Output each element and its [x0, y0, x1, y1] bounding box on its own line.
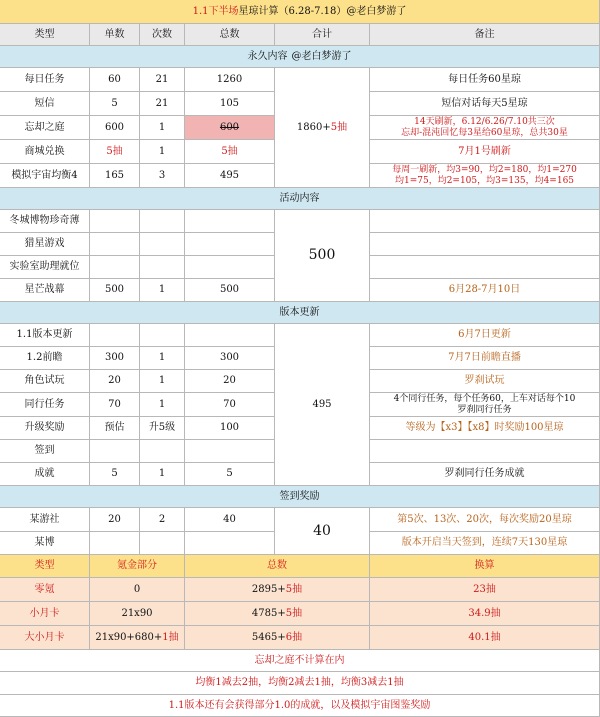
table-cell-note — [370, 256, 600, 279]
section-version: 版本更新 — [0, 302, 600, 324]
sum-pulls: 5抽 — [330, 121, 348, 133]
table-cell-type: 每日任务 — [0, 68, 90, 92]
section-sum-version: 495 — [275, 324, 370, 486]
table-cell-note: 第5次、13次、20次，每次奖励20星琼 — [370, 508, 600, 532]
table-cell-unit — [90, 324, 140, 347]
footnote: 均衡1减去2抽，均衡2减去1抽，均衡3减去1抽 — [0, 672, 600, 695]
table-cell-unit: 5 — [90, 463, 140, 486]
col-header-times: 次数 — [140, 24, 185, 46]
summary-cell-paid: 21x90 — [90, 602, 185, 626]
table-cell-unit: 600 — [90, 116, 140, 140]
table-cell-note: 7月1号刷新 — [370, 140, 600, 164]
table-cell-type: 1.1版本更新 — [0, 324, 90, 347]
table-cell-note: 罗刹试玩 — [370, 370, 600, 393]
table-cell-total — [185, 210, 275, 233]
summary-cell-conv: 23抽 — [370, 578, 600, 602]
table-cell-times — [140, 440, 185, 463]
table-cell-times — [140, 256, 185, 279]
footnote: 忘却之庭不计算在内 — [0, 650, 600, 672]
table-cell-total-excluded: 600 — [185, 116, 275, 140]
table-cell-type: 模拟宇宙均衡4 — [0, 164, 90, 188]
summary-header-conv: 换算 — [370, 555, 600, 578]
section-permanent-author: @老白梦游了 — [291, 50, 352, 62]
section-sum-checkin: 40 — [275, 508, 370, 555]
summary-cell-total — [185, 578, 370, 602]
table-cell-type: 实验室助理就位 — [0, 256, 90, 279]
table-cell-note — [370, 233, 600, 256]
col-header-unit: 单数 — [90, 24, 140, 46]
table-cell-total: 300 — [185, 347, 275, 370]
section-checkin: 签到奖励 — [0, 486, 600, 508]
table-cell-total: 20 — [185, 370, 275, 393]
title-author: @老白梦游了 — [346, 5, 407, 17]
summary-paid-pulls: 1抽 — [162, 631, 179, 643]
table-cell-times — [140, 210, 185, 233]
table-cell-times: 1 — [140, 393, 185, 417]
section-sum-permanent — [275, 68, 370, 188]
summary-cell-conv: 34.9抽 — [370, 602, 600, 626]
summary-cell-type: 大小月卡 — [0, 626, 90, 650]
sum-base: 1860+ — [296, 121, 331, 133]
table-cell-note: 6月28-7月10日 — [370, 279, 600, 302]
summary-total-pulls: 5抽 — [285, 583, 303, 595]
summary-total-pulls: 6抽 — [285, 631, 303, 643]
table-cell-type: 星芒战幕 — [0, 279, 90, 302]
table-cell-unit: 500 — [90, 279, 140, 302]
table-cell-unit: 70 — [90, 393, 140, 417]
table-cell-type: 忘却之庭 — [0, 116, 90, 140]
table-cell-note: 等级为【x3】【x8】时奖励100星琼 — [370, 417, 600, 440]
title-prefix: 1.1下半场 — [192, 5, 239, 17]
table-cell-unit: 5 — [90, 92, 140, 116]
table-cell-times — [140, 324, 185, 347]
col-header-sum: 合计 — [275, 24, 370, 46]
table-cell-total: 500 — [185, 279, 275, 302]
table-cell-times: 1 — [140, 463, 185, 486]
table-cell-total — [185, 233, 275, 256]
section-sum-event: 500 — [275, 210, 370, 302]
table-cell-note: 罗刹同行任务成就 — [370, 463, 600, 486]
table-cell-unit: 预估 — [90, 417, 140, 440]
summary-total-base: 5465+ — [251, 631, 286, 643]
summary-cell-paid — [90, 626, 185, 650]
table-cell-note: 版本开启当天签到，连续7天130星琼 — [370, 532, 600, 555]
table-cell-type: 商城兑换 — [0, 140, 90, 164]
table-cell-note: 每周一刷新，均3=90，均2=180，均1=270 均1=75，均2=105，均3=135，均4=165 — [370, 164, 600, 188]
table-cell-times — [140, 532, 185, 555]
table-cell-unit: 20 — [90, 508, 140, 532]
table-cell-total — [185, 324, 275, 347]
table-cell-note: 4个同行任务，每个任务60，上车对话每个10 罗刹同行任务 — [370, 393, 600, 417]
table-cell-times: 1 — [140, 140, 185, 164]
table-cell-note: 短信对话每天5星琼 — [370, 92, 600, 116]
table-cell-note: 6月7日更新 — [370, 324, 600, 347]
table-cell-total: 70 — [185, 393, 275, 417]
table-cell-type: 冬城博物珍奇薄 — [0, 210, 90, 233]
table-cell-times: 1 — [140, 347, 185, 370]
col-header-note: 备注 — [370, 24, 600, 46]
summary-cell-total — [185, 602, 370, 626]
table-cell-times: 2 — [140, 508, 185, 532]
table-cell-note: 14天刷新，6.12/6.26/7.10共三次 忘却-混沌回忆每3星给60星琼，总共30星 — [370, 116, 600, 140]
table-cell-unit: 300 — [90, 347, 140, 370]
table-cell-unit: 165 — [90, 164, 140, 188]
table-cell-unit: 5抽 — [90, 140, 140, 164]
table-cell-times: 3 — [140, 164, 185, 188]
table-cell-type: 同行任务 — [0, 393, 90, 417]
table-cell-type: 角色试玩 — [0, 370, 90, 393]
footnote: 1.1版本还有会获得部分1.0的成就，以及模拟宇宙图鉴奖励 — [0, 695, 600, 717]
summary-total-pulls: 5抽 — [285, 607, 303, 619]
table-cell-times: 1 — [140, 279, 185, 302]
table-cell-times: 升5级 — [140, 417, 185, 440]
table-cell-total: 105 — [185, 92, 275, 116]
table-cell-type: 短信 — [0, 92, 90, 116]
table-cell-type: 升级奖励 — [0, 417, 90, 440]
table-cell-total: 100 — [185, 417, 275, 440]
table-cell-times: 21 — [140, 68, 185, 92]
summary-total-base: 4785+ — [251, 607, 286, 619]
sheet-title — [0, 0, 600, 24]
table-cell-total: 5抽 — [185, 140, 275, 164]
table-cell-unit — [90, 440, 140, 463]
col-header-type: 类型 — [0, 24, 90, 46]
table-cell-unit — [90, 256, 140, 279]
table-cell-unit — [90, 233, 140, 256]
table-cell-total — [185, 440, 275, 463]
table-cell-note: 7月7日前瞻直播 — [370, 347, 600, 370]
summary-cell-total — [185, 626, 370, 650]
table-cell-unit: 20 — [90, 370, 140, 393]
section-permanent-label: 永久内容 — [247, 50, 288, 62]
table-cell-total — [185, 256, 275, 279]
table-cell-total: 495 — [185, 164, 275, 188]
table-cell-unit — [90, 532, 140, 555]
table-cell-total: 1260 — [185, 68, 275, 92]
table-cell-unit — [90, 210, 140, 233]
table-cell-type: 1.2前瞻 — [0, 347, 90, 370]
table-cell-note: 每日任务60星琼 — [370, 68, 600, 92]
table-cell-total: 40 — [185, 508, 275, 532]
table-cell-type: 签到 — [0, 440, 90, 463]
table-cell-total: 5 — [185, 463, 275, 486]
table-cell-type: 某游社 — [0, 508, 90, 532]
summary-paid-base: 21x90+680+ — [95, 631, 163, 643]
summary-cell-paid: 0 — [90, 578, 185, 602]
summary-header-total: 总数 — [185, 555, 370, 578]
table-cell-type: 成就 — [0, 463, 90, 486]
table-cell-type: 猎星游戏 — [0, 233, 90, 256]
section-permanent — [0, 46, 600, 68]
table-cell-note — [370, 440, 600, 463]
summary-header-paid: 氪金部分 — [90, 555, 185, 578]
table-cell-times — [140, 233, 185, 256]
col-header-total: 总数 — [185, 24, 275, 46]
table-cell-type: 某博 — [0, 532, 90, 555]
table-cell-times: 21 — [140, 92, 185, 116]
summary-cell-type: 小月卡 — [0, 602, 90, 626]
summary-cell-type: 零氪 — [0, 578, 90, 602]
table-cell-unit: 60 — [90, 68, 140, 92]
summary-total-base: 2895+ — [251, 583, 286, 595]
title-main: 星琼计算（6.28-7.18） — [238, 5, 347, 17]
summary-cell-conv: 40.1抽 — [370, 626, 600, 650]
table-cell-times: 1 — [140, 370, 185, 393]
table-cell-times: 1 — [140, 116, 185, 140]
table-cell-total — [185, 532, 275, 555]
table-cell-note — [370, 210, 600, 233]
section-event: 活动内容 — [0, 188, 600, 210]
summary-header-type: 类型 — [0, 555, 90, 578]
